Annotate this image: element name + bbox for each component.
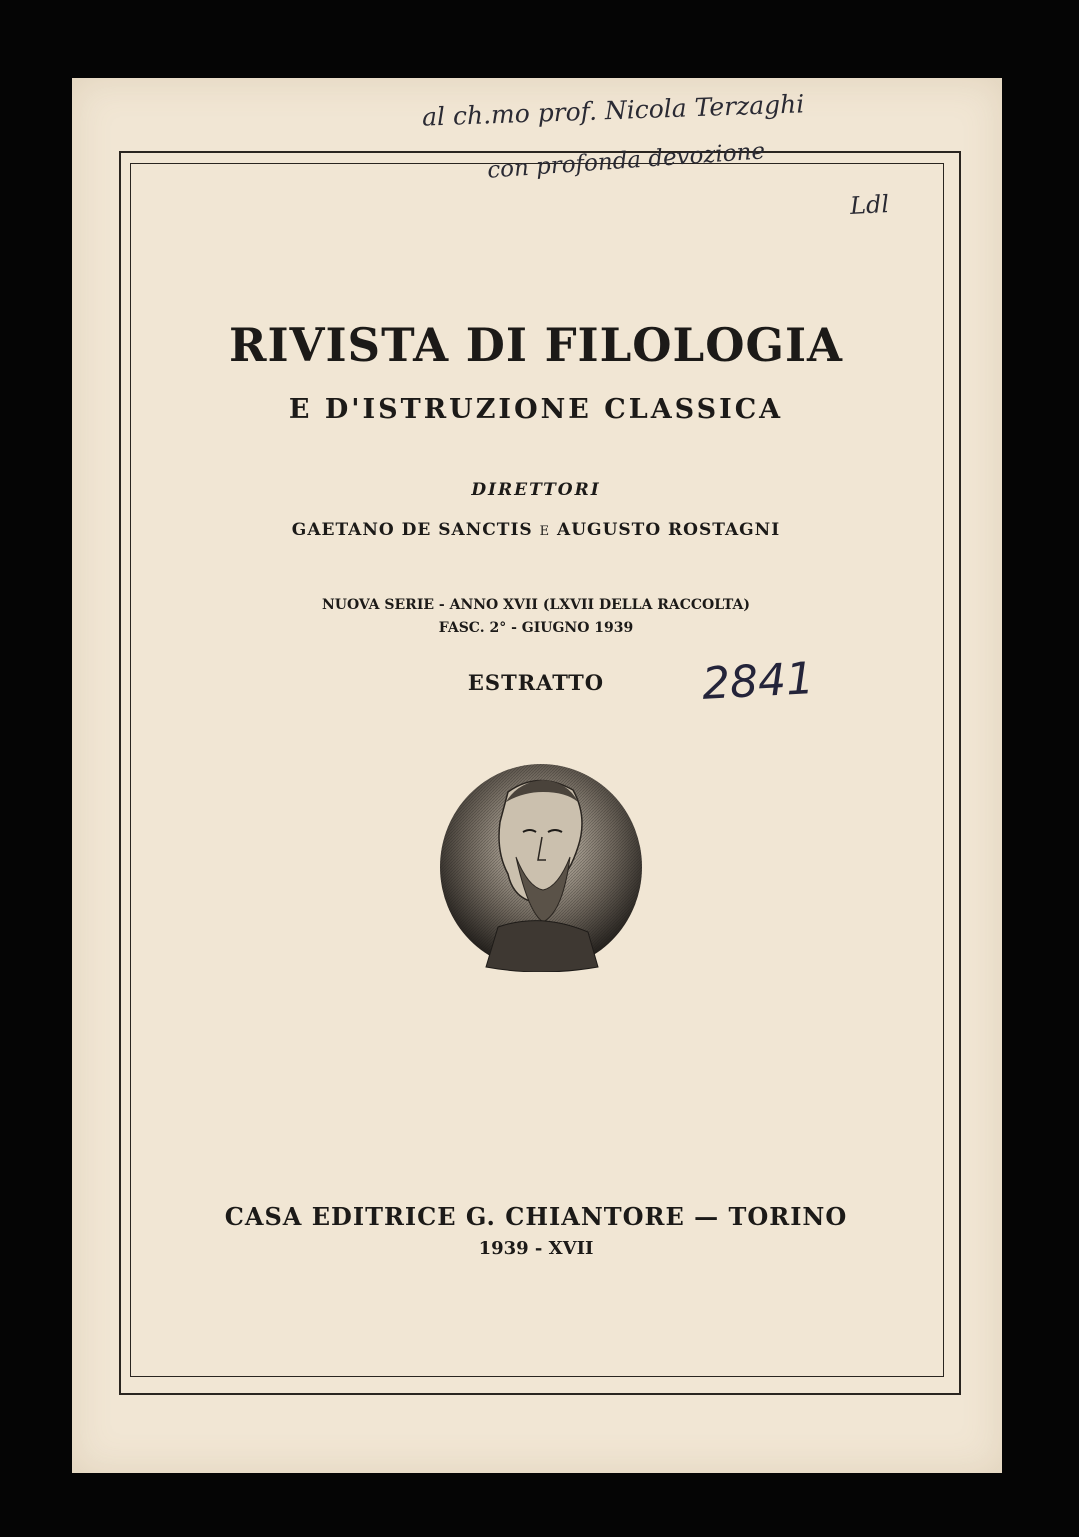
journal-title: RIVISTA DI FILOLOGIA [228, 318, 843, 372]
director-name-1: GAETANO DE SANCTIS [291, 520, 533, 540]
homer-bust-icon [438, 762, 644, 972]
series-line: NUOVA SERIE - ANNO XVII (LXVII DELLA RACCOLTA) [321, 597, 751, 613]
estratto-label: ESTRATTO [467, 670, 605, 695]
directors-names [130, 520, 942, 540]
journal-subtitle: E D'ISTRUZIONE CLASSICA [288, 394, 784, 425]
publication-year: 1939 - XVII [478, 1238, 594, 1259]
publisher-line: CASA EDITRICE G. CHIANTORE — TORINO [224, 1202, 848, 1231]
director-name-2: AUGUSTO ROSTAGNI [557, 520, 781, 540]
fascicle-line: FASC. 2° - GIUGNO 1939 [438, 620, 634, 636]
document-page [72, 78, 1002, 1473]
directors-conjunction: E [539, 524, 551, 539]
handwritten-dedication-line2: con profonda devozione [486, 138, 766, 184]
handwritten-signature: Ldl [849, 189, 890, 221]
handwritten-number: 2841 [700, 653, 816, 710]
directors-heading: DIRETTORI [471, 480, 601, 500]
handwritten-dedication-line1: al ch.mo prof. Nicola Terzaghi [421, 89, 805, 132]
